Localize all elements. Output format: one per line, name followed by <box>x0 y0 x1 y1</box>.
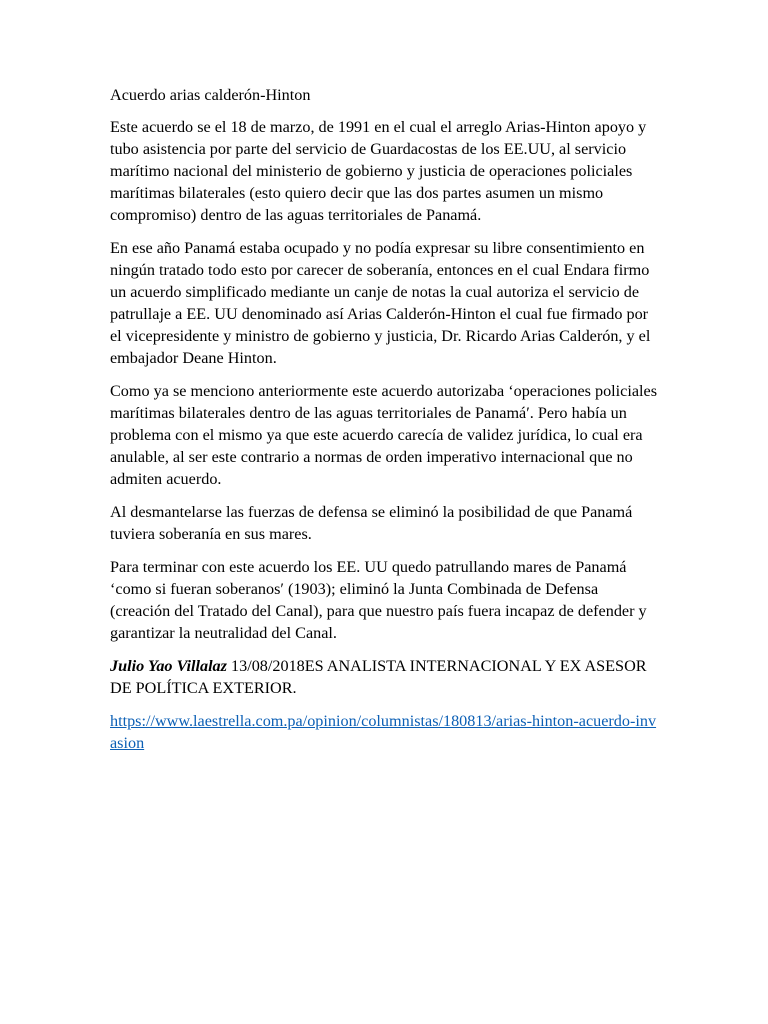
document-title: Acuerdo arias calderón-Hinton <box>110 86 311 104</box>
paragraph-4: Al desmantelarse las fuerzas de defensa se eliminó la posibilidad de que Panamá tuviera soberanía en sus mares. <box>110 503 633 543</box>
author-name: Julio Yao Villalaz <box>110 657 227 675</box>
document-body <box>110 84 658 765</box>
paragraph-5: Para terminar con este acuerdo los EE. UU quedo patrullando mares de Panamá ‘como si fueran soberanos′ (1903); eliminó la Junta Combinada de Defensa (creación del Tratado del Canal), para que nuestro país fuera incapaz de defender y garantizar la neutralidad del Canal. <box>110 558 647 642</box>
attribution <box>110 655 658 699</box>
paragraph-3: Como ya se menciono anteriormente este acuerdo autorizaba ‘operaciones policiales marítimas bilaterales dentro de las aguas territoriales de Panamá′. Pero había un problema con el mismo ya que este acuerdo carecía de validez jurídica, lo cual era anulable, al ser este contrario a normas de orden imperativo internacional que no admiten acuerdo. <box>110 382 657 488</box>
source-link-paragraph <box>110 710 658 754</box>
paragraph-1: Este acuerdo se el 18 de marzo, de 1991 en el cual el arreglo Arias-Hinton apoyo y tubo asistencia por parte del servicio de Guardacostas de los EE.UU, al servicio marítimo nacional del ministerio de gobierno y justicia de operaciones policiales marítimas bilaterales (esto quiero decir que las dos partes asumen un mismo compromiso) dentro de las aguas territoriales de Panamá. <box>110 118 647 224</box>
author-credentials: 13/08/2018ES ANALISTA INTERNACIONAL Y EX ASESOR DE POLÍTICA EXTERIOR. <box>110 657 647 697</box>
source-link[interactable]: https://www.laestrella.com.pa/opinion/columnistas/180813/arias-hinton-acuerdo-invasion <box>110 712 657 752</box>
paragraph-2: En ese año Panamá estaba ocupado y no podía expresar su libre consentimiento en ningún tratado todo esto por carecer de soberanía, entonces en el cual Endara firmo un acuerdo simplificado mediante un canje de notas la cual autoriza el servicio de patrullaje a EE. UU denominado así Arias Calderón-Hinton el cual fue firmado por el vicepresidente y ministro de gobierno y justicia, Dr. Ricardo Arias Calderón, y el embajador Deane Hinton. <box>110 239 651 367</box>
